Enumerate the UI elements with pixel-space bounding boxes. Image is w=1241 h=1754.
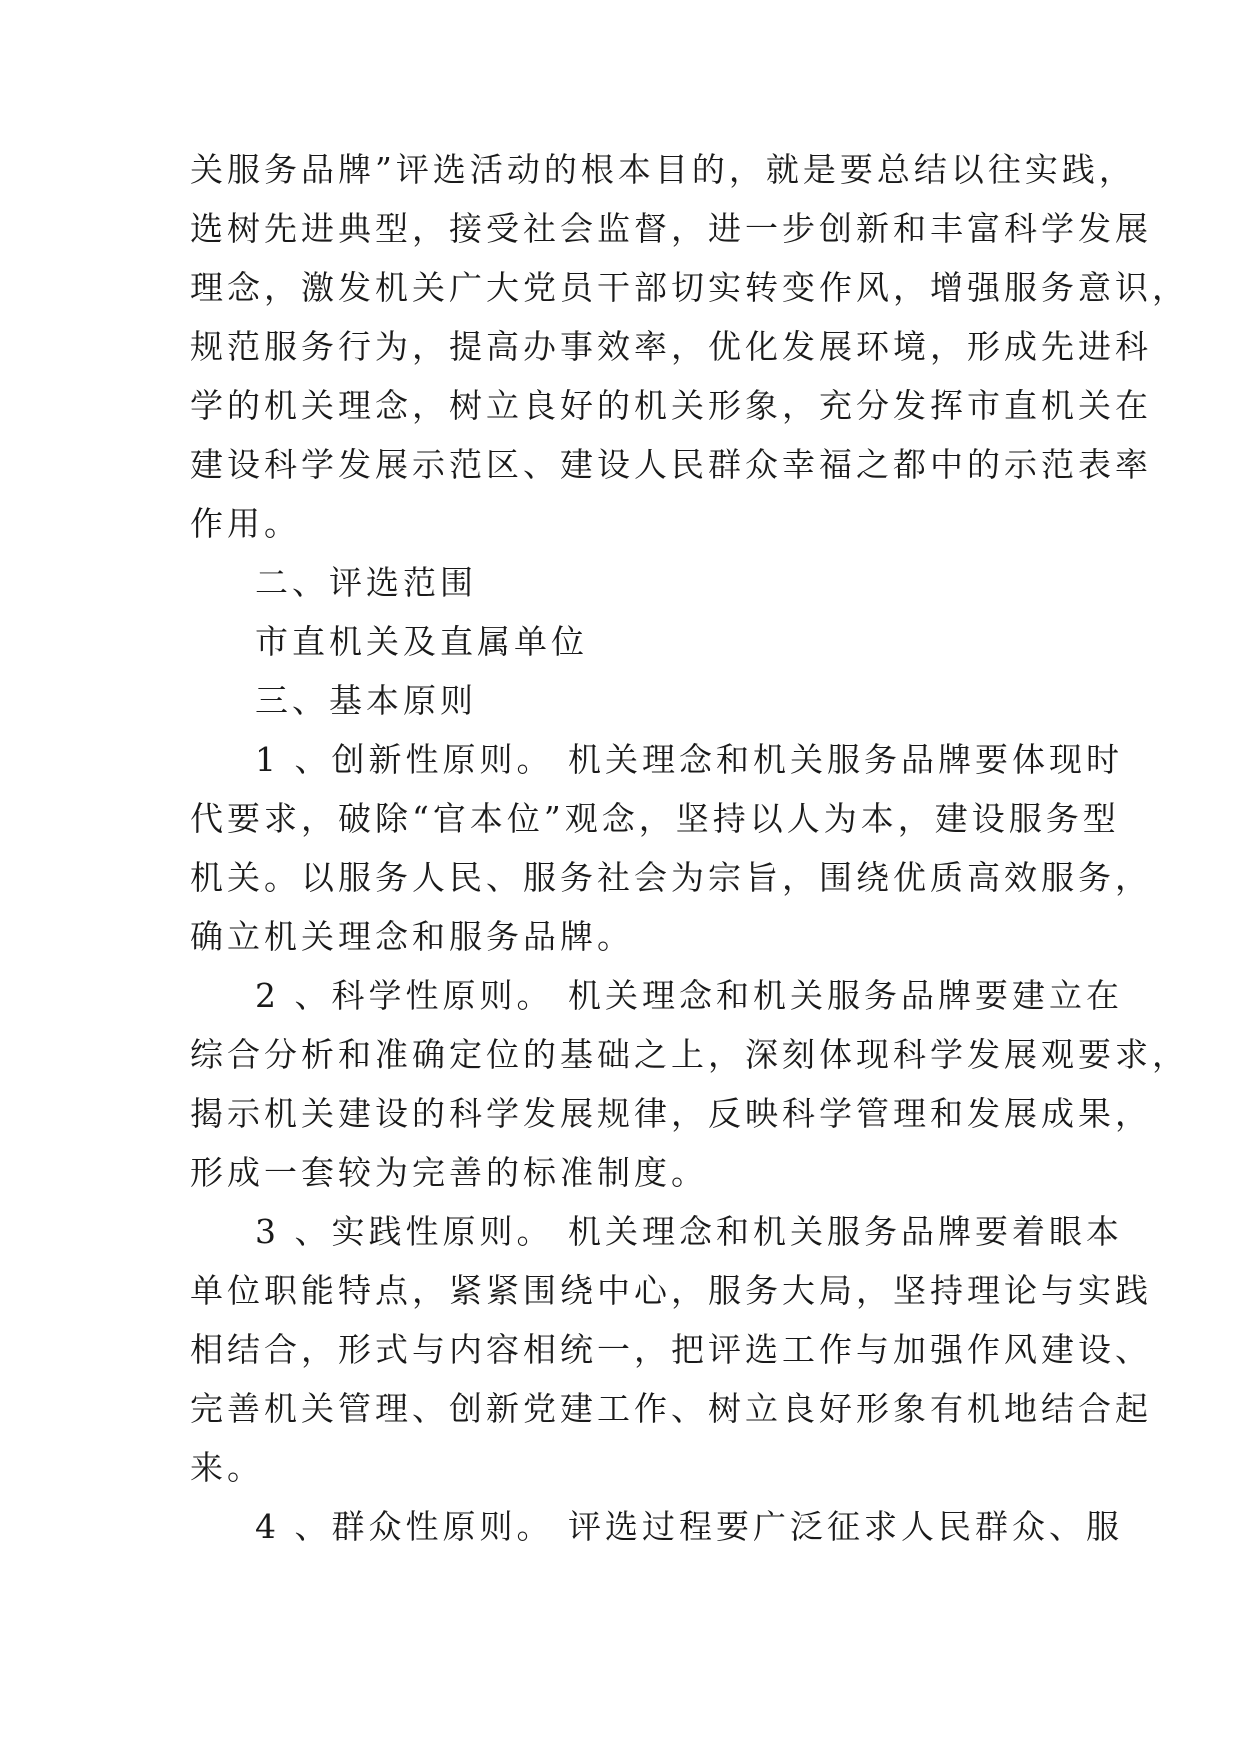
principle-item-4: 4 、群众性原则。 评选过程要广泛征求人民群众、服 bbox=[255, 1507, 1123, 1546]
paragraph-line: 市直机关及直属单位 bbox=[255, 622, 588, 661]
principle-item-3: 3 、实践性原则。 机关理念和机关服务品牌要着眼本 bbox=[255, 1212, 1123, 1251]
paragraph-line: 建设科学发展示范区、建设人民群众幸福之都中的示范表率 bbox=[190, 445, 1152, 484]
paragraph-line: 学的机关理念，树立良好的机关形象，充分发挥市直机关在 bbox=[190, 386, 1152, 425]
paragraph-line: 揭示机关建设的科学发展规律，反映科学管理和发展成果， bbox=[190, 1094, 1152, 1133]
paragraph-line: 作用。 bbox=[190, 504, 301, 543]
principle-item-2: 2 、科学性原则。 机关理念和机关服务品牌要建立在 bbox=[255, 976, 1123, 1015]
paragraph-line: 相结合，形式与内容相统一，把评选工作与加强作风建设、 bbox=[190, 1330, 1152, 1369]
paragraph-line: 综合分析和准确定位的基础之上，深刻体现科学发展观要求， bbox=[190, 1035, 1189, 1074]
paragraph-line: 代要求，破除“官本位”观念，坚持以人为本，建设服务型 bbox=[190, 799, 1120, 838]
paragraph-line: 形成一套较为完善的标准制度。 bbox=[190, 1153, 708, 1192]
paragraph-line: 单位职能特点，紧紧围绕中心，服务大局，坚持理论与实践 bbox=[190, 1271, 1152, 1310]
paragraph-line: 选树先进典型，接受社会监督，进一步创新和丰富科学发展 bbox=[190, 209, 1152, 248]
principle-item-1: 1 、创新性原则。 机关理念和机关服务品牌要体现时 bbox=[255, 740, 1123, 779]
paragraph-line: 规范服务行为，提高办事效率，优化发展环境，形成先进科 bbox=[190, 327, 1152, 366]
section-heading-principles: 三、基本原则 bbox=[255, 681, 477, 720]
paragraph-line: 来。 bbox=[190, 1448, 264, 1487]
paragraph-line: 机关。以服务人民、服务社会为宗旨，围绕优质高效服务， bbox=[190, 858, 1152, 897]
paragraph-line: 理念，激发机关广大党员干部切实转变作风，增强服务意识， bbox=[190, 268, 1189, 307]
section-heading-scope: 二、评选范围 bbox=[255, 563, 477, 602]
paragraph-line: 关服务品牌”评选活动的根本目的，就是要总结以往实践， bbox=[190, 150, 1136, 189]
paragraph-line: 完善机关管理、创新党建工作、树立良好形象有机地结合起 bbox=[190, 1389, 1152, 1428]
paragraph-line: 确立机关理念和服务品牌。 bbox=[190, 917, 634, 956]
